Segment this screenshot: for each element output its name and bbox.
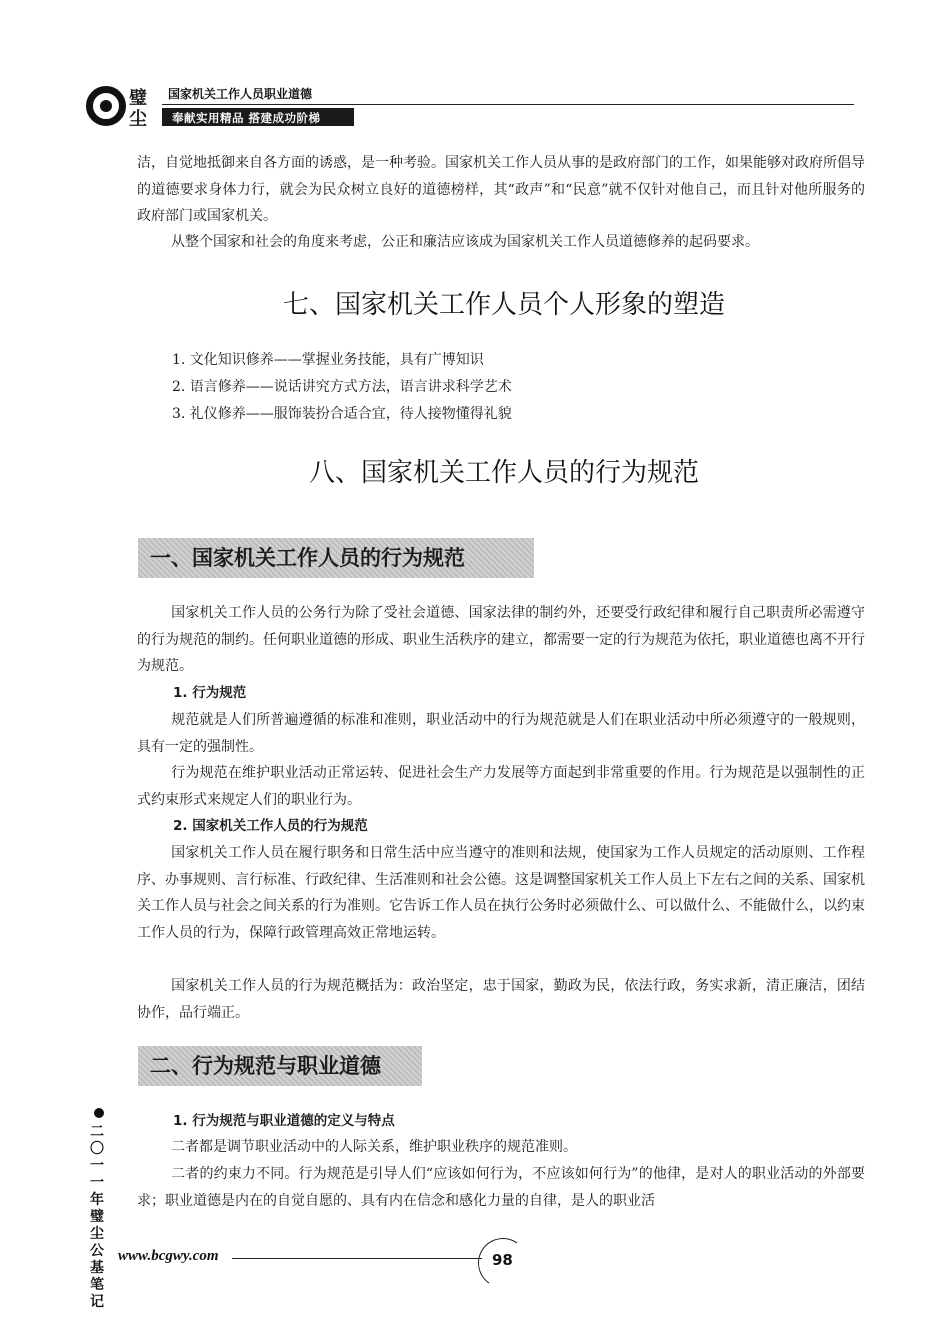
footer-rule <box>232 1258 482 1259</box>
intro-paragraph-2: 从整个国家和社会的角度来考虑，公正和廉洁应该成为国家机关工作人员道德修养的起码要求。 <box>171 234 759 250</box>
paragraph: 国家机关工作人员的行为规范概括为：政治坚定，忠于国家，勤政为民，依法行政，务实求新，清正廉洁，团结协作，品行端正。 <box>137 978 865 1021</box>
header-rule <box>162 104 854 105</box>
header-slogan: 奉献实用精品 搭建成功阶梯 <box>172 111 321 125</box>
logo-char-2: 尘 <box>129 109 147 130</box>
paragraph: 二者的约束力不同。行为规范是引导人们“应该如何行为，不应该如何行为”的他律，是对人的职业活动的外部要求；职业道德是内在的自觉自愿的、具有内在信念和感化力量的自律，是人的职业活 <box>137 1166 865 1209</box>
paragraph: 国家机关工作人员在履行职务和日常生活中应当遵守的准则和法规，使国家为工作人员规定的活动原则、工作程序、办事规则、言行标准、行政纪律、生活准则和社会公德。这是调整国家机关工作人员上下左右之间的关系、国家机关工作人员与社会之间关系的行为准则。它告诉工作人员在执行公务时必须做什么、可以做什么、不能做什么，以约束工作人员的行为，保障行政管理高效正常地运转。 <box>137 845 865 941</box>
page-number: 98 <box>492 1251 513 1269</box>
paragraph: 国家机关工作人员的公务行为除了受社会道德、国家法律的制约外，还要受行政纪律和履行自己职责所必需遵守的行为规范的制约。任何职业道德的形成、职业生活秩序的建立，都需要一定的行为规范为依托，职业道德也离不开行为规范。 <box>137 605 865 674</box>
paragraph: 行为规范在维护职业活动正常运转、促进社会生产力发展等方面起到非常重要的作用。行为规范是以强制性的正式约束形式来规定人们的职业行为。 <box>137 765 865 808</box>
subheading: 2. 国家机关工作人员的行为规范 <box>173 818 368 834</box>
chapter-8-title: 八、国家机关工作人员的行为规范 <box>308 458 699 488</box>
side-vertical-title: 二〇一一年璧尘公基笔记 <box>90 1124 104 1310</box>
footer-url: www.bcgwy.com <box>118 1248 219 1264</box>
logo-char-1: 璧 <box>129 88 147 109</box>
side-bullet-icon <box>94 1108 104 1118</box>
running-header-title: 国家机关工作人员职业道德 <box>168 87 313 101</box>
intro-paragraph-1: 洁，自觉地抵御来自各方面的诱惑，是一种考验。国家机关工作人员从事的是政府部门的工作，如果能够对政府所倡导的道德要求身体力行，就会为民众树立良好的道德榜样，其“政声”和“民意”就不仅针对他自己，而且针对他所服务的政府部门或国家机关。 <box>137 155 865 224</box>
section-heading-1: 一、国家机关工作人员的行为规范 <box>138 538 534 578</box>
subheading: 1. 行为规范与职业道德的定义与特点 <box>173 1113 395 1129</box>
paragraph: 规范就是人们所普遍遵循的标准和准则，职业活动中的行为规范就是人们在职业活动中所必须遵守的一般规则，具有一定的强制性。 <box>137 712 865 755</box>
section-heading-2: 二、行为规范与职业道德 <box>138 1046 422 1086</box>
list-item: 1. 文化知识修养——掌握业务技能，具有广博知识 <box>172 352 484 368</box>
chapter-7-title: 七、国家机关工作人员个人形象的塑造 <box>282 290 725 320</box>
list-item: 2. 语言修养——说话讲究方式方法，语言讲求科学艺术 <box>172 379 512 395</box>
logo-dot-icon <box>100 100 112 112</box>
subheading: 1. 行为规范 <box>173 685 247 701</box>
list-item: 3. 礼仪修养——服饰装扮合适合宜，待人接物懂得礼貌 <box>172 406 512 422</box>
paragraph: 二者都是调节职业活动中的人际关系，维护职业秩序的规范准则。 <box>171 1139 577 1155</box>
